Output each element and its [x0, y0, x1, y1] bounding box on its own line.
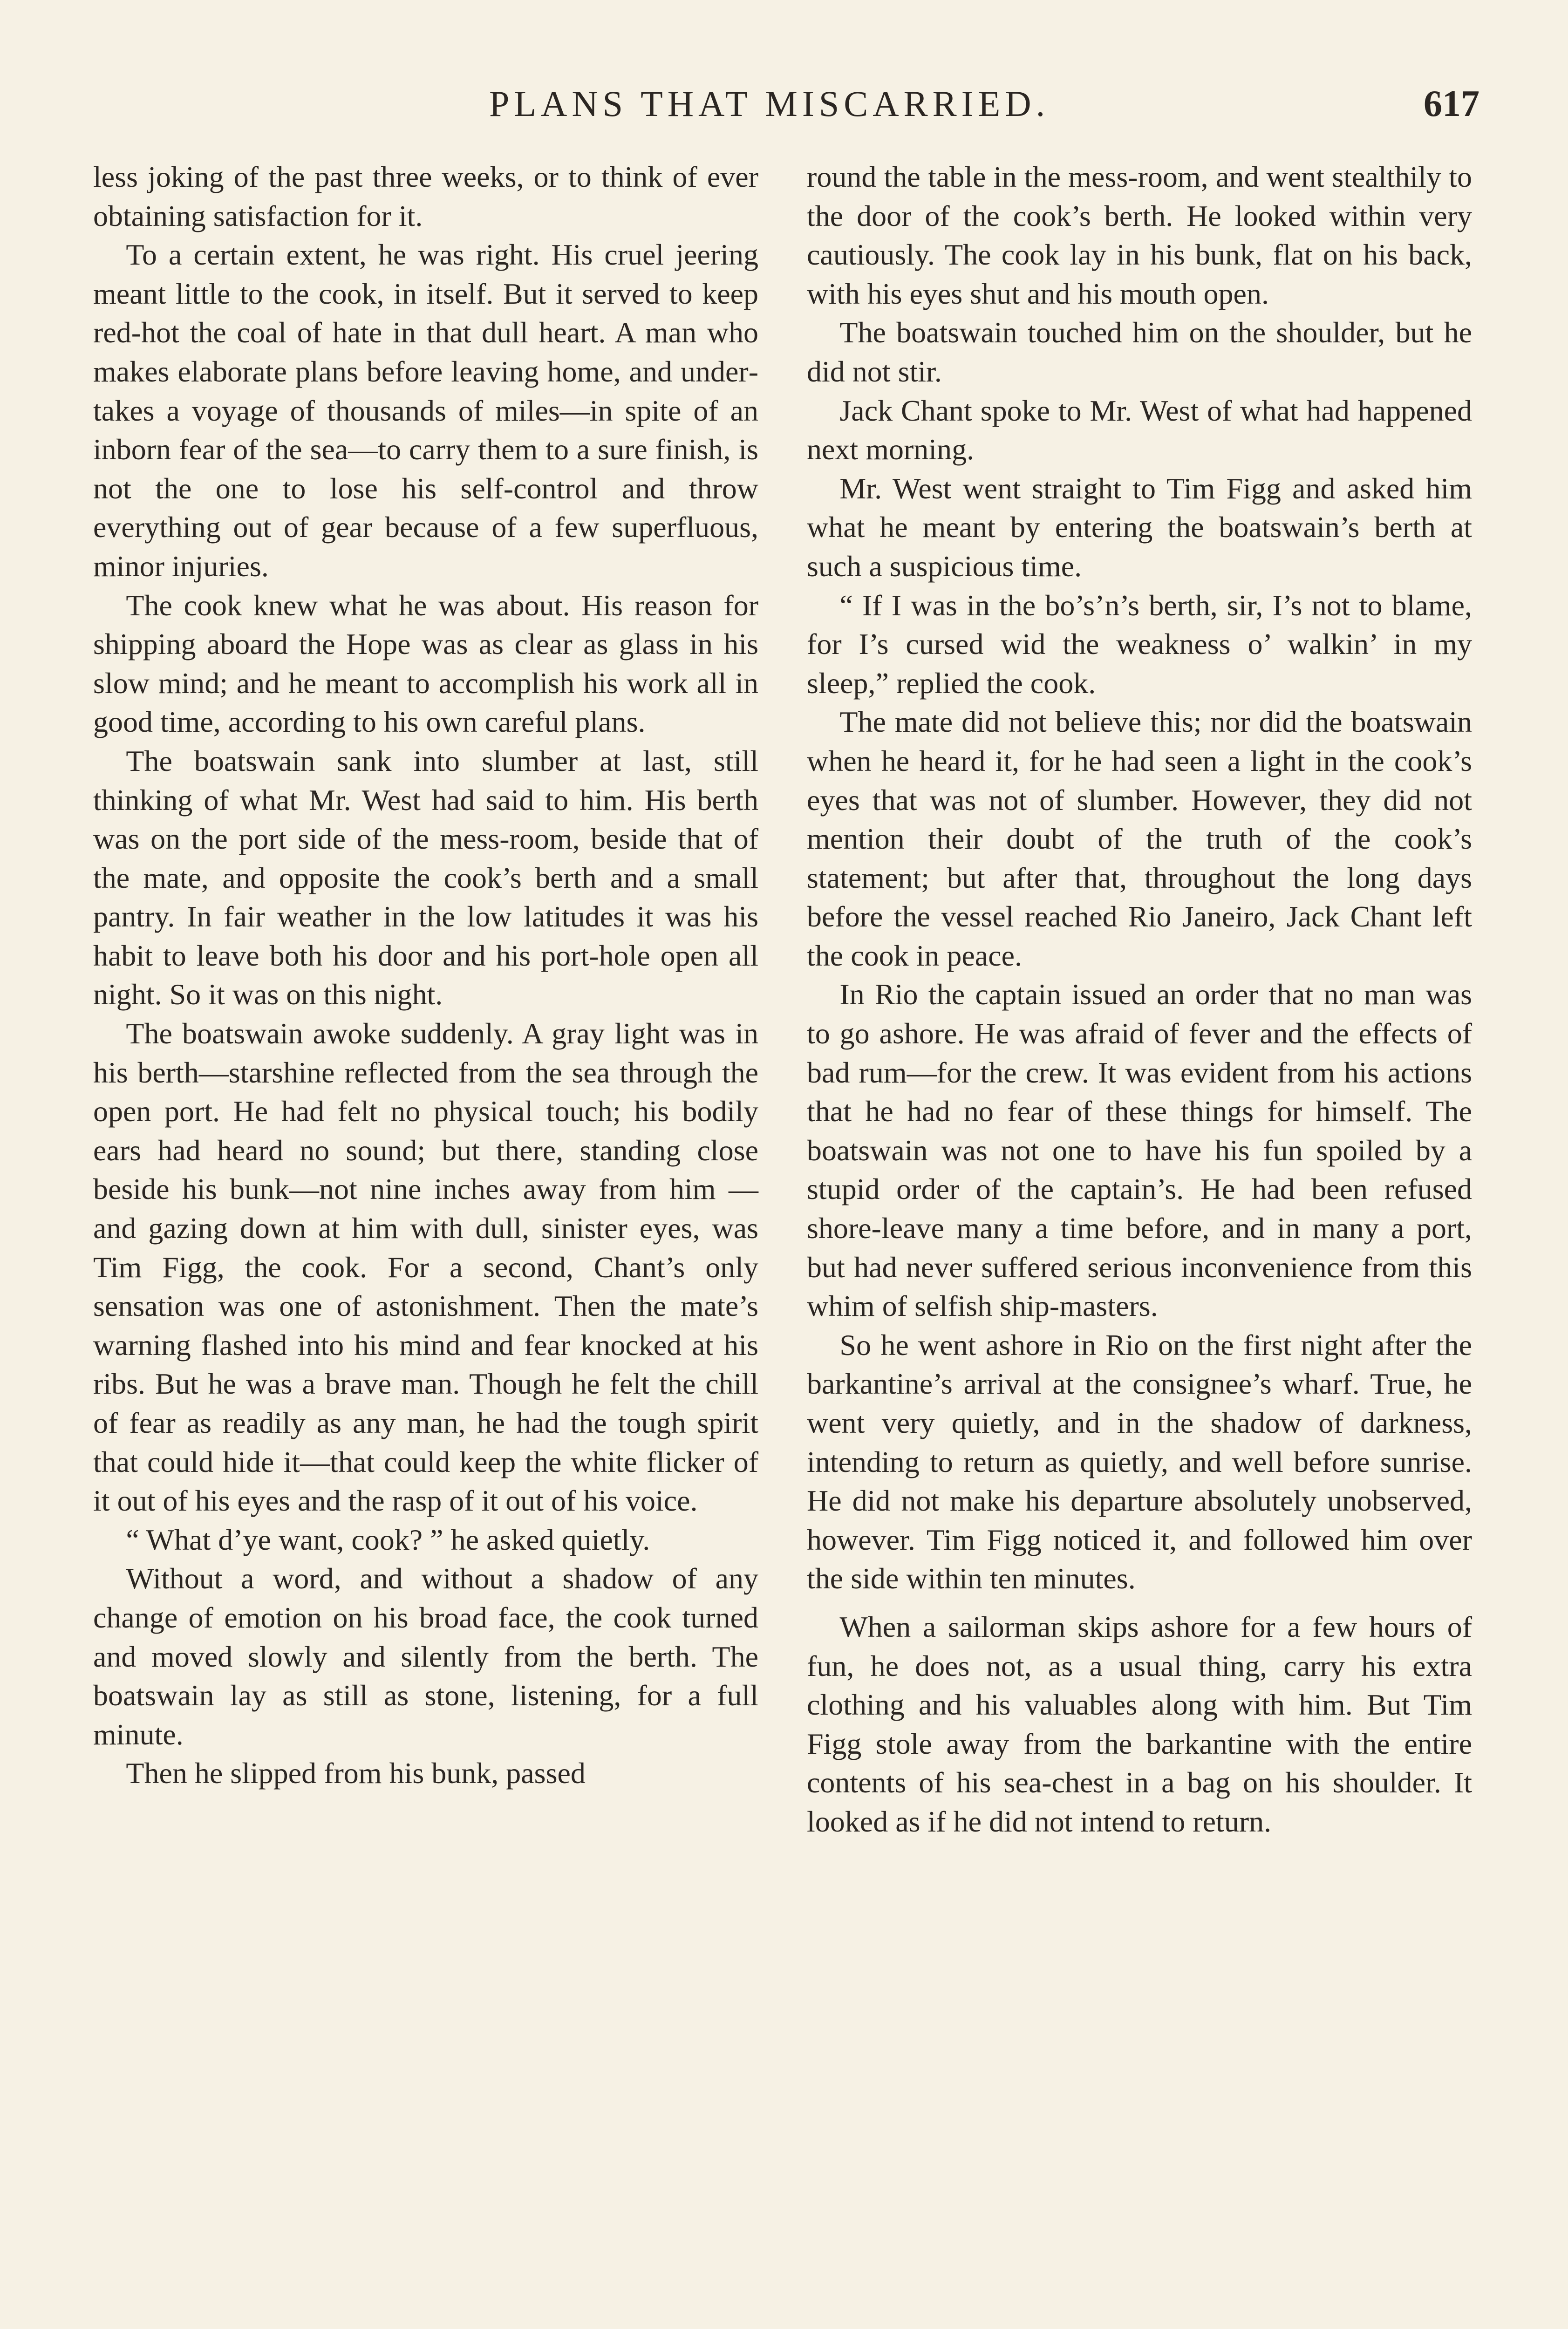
paragraph: In Rio the captain issued an order that no man was to go ashore. He was afraid of fever and the effects of bad rum—for the crew. It was evident from his actions that he had no fear of these things for himself. The boatswain was not one to have his fun spoiled by a stupid order of the captain’s. He had been refused shore-leave many a time before, and in many a port, but had never suffered serious inconvenience from this whim of selfish ship-masters.: [807, 978, 1472, 1323]
paragraph: When a sailorman skips ashore for a few hours of fun, he does not, as a usual thing, carry his extra clothing and his valuables along with him. But Tim Figg stole away from the barkantine with the entire contents of his sea-chest in a bag on his shoulder. It looked as if he did not intend to return.: [807, 1610, 1472, 1838]
paragraph: less joking of the past three weeks, or to think of ever obtaining satisfaction for it.: [93, 160, 758, 232]
paragraph: Without a word, and without a shadow of any change of emotion on his broad face, the cook turned and moved slowly and silently from the berth. The boatswain lay as still as stone, listening, for a full minute.: [93, 1562, 758, 1751]
left-column: [93, 157, 758, 1793]
paragraph: Mr. West went straight to Tim Figg and asked him what he meant by entering the boatswain’s berth at such a suspicious time.: [807, 471, 1472, 583]
paragraph: “ What d’ye want, cook? ” he asked quietly.: [126, 1523, 650, 1556]
paragraph: The boatswain sank into slumber at last, still thinking of what Mr. West had said to him. His berth was on the port side of the mess-room, beside that of the mate, and opposite the cook’s berth and a small pantry. In fair weather in the low latitudes it was his habit to leave both his door and his port-hole open all night. So it was on this night.: [93, 744, 758, 1011]
page-number: 617: [1424, 83, 1479, 124]
paragraph: The mate did not believe this; nor did the boatswain when he heard it, for he had seen a light in the cook’s eyes that was not of slumber. However, they did not mention their doubt of the truth of the cook’s statement; but after that, throughout the long days before the vessel reached Rio Janeiro, Jack Chant left the cook in peace.: [807, 705, 1472, 972]
paragraph: round the table in the mess-room, and went stealthily to the door of the cook’s berth. He looked within very cautiously. The cook lay in his bunk, flat on his back, with his eyes shut and his mouth open.: [807, 160, 1472, 310]
paragraph: “ If I was in the bo’s’n’s berth, sir, I’s not to blame, for I’s cursed wid the weakness o’ walkin’ in my sleep,” replied the cook.: [807, 588, 1472, 700]
running-title: PLANS THAT MISCARRIED.: [489, 83, 1050, 124]
paragraph: Jack Chant spoke to Mr. West of what had happened next morning.: [807, 394, 1472, 466]
paragraph: To a certain extent, he was right. His cruel jeering meant little to the cook, in itself. But it served to keep red-hot the coal of hate in that dull heart. A man who makes elaborate plans before leaving home, and undertakes a voyage of thousands of miles—in spite of an inborn fear of the sea—to carry them to a sure finish, is not the one to lose his self-control and throw everything out of gear because of a few superfluous, minor injuries.: [93, 238, 758, 583]
paragraph: Then he slipped from his bunk, passed: [126, 1757, 586, 1790]
paragraph: The boatswain touched him on the shoulder, but he did not stir.: [807, 316, 1472, 388]
paragraph: The cook knew what he was about. His reason for shipping aboard the Hope was as clear as glass in his slow mind; and he meant to accomplish his work all in good time, according to his own careful plans.: [93, 588, 758, 739]
paragraph: So he went ashore in Rio on the first night after the barkantine’s arrival at the consignee’s wharf. True, he went very quietly, and in the shadow of darkness, intending to return as quietly, and well before sunrise. He did not make his departure absolutely unobserved, however. Tim Figg noticed it, and followed him over the side within ten minutes.: [807, 1328, 1472, 1595]
running-header: [0, 78, 1568, 129]
paragraph: The boatswain awoke suddenly. A gray light was in his berth—starshine reflected from the sea through the open port. He had felt no physical touch; his bodily ears had heard no sound; but there, standing close beside his bunk—not nine inches away from him — and gazing down at him with dull, sinister eyes, was Tim Figg, the cook. For a second, Chant’s only sensation was one of astonishment. Then the mate’s warning flashed into his mind and fear knocked at his ribs. But he was a brave man. Though he felt the chill of fear as readily as any man, he had the tough spirit that could hide it—that could keep the white flicker of it out of his eyes and the rasp of it out of his voice.: [93, 1017, 758, 1518]
right-column: [807, 157, 1472, 1841]
